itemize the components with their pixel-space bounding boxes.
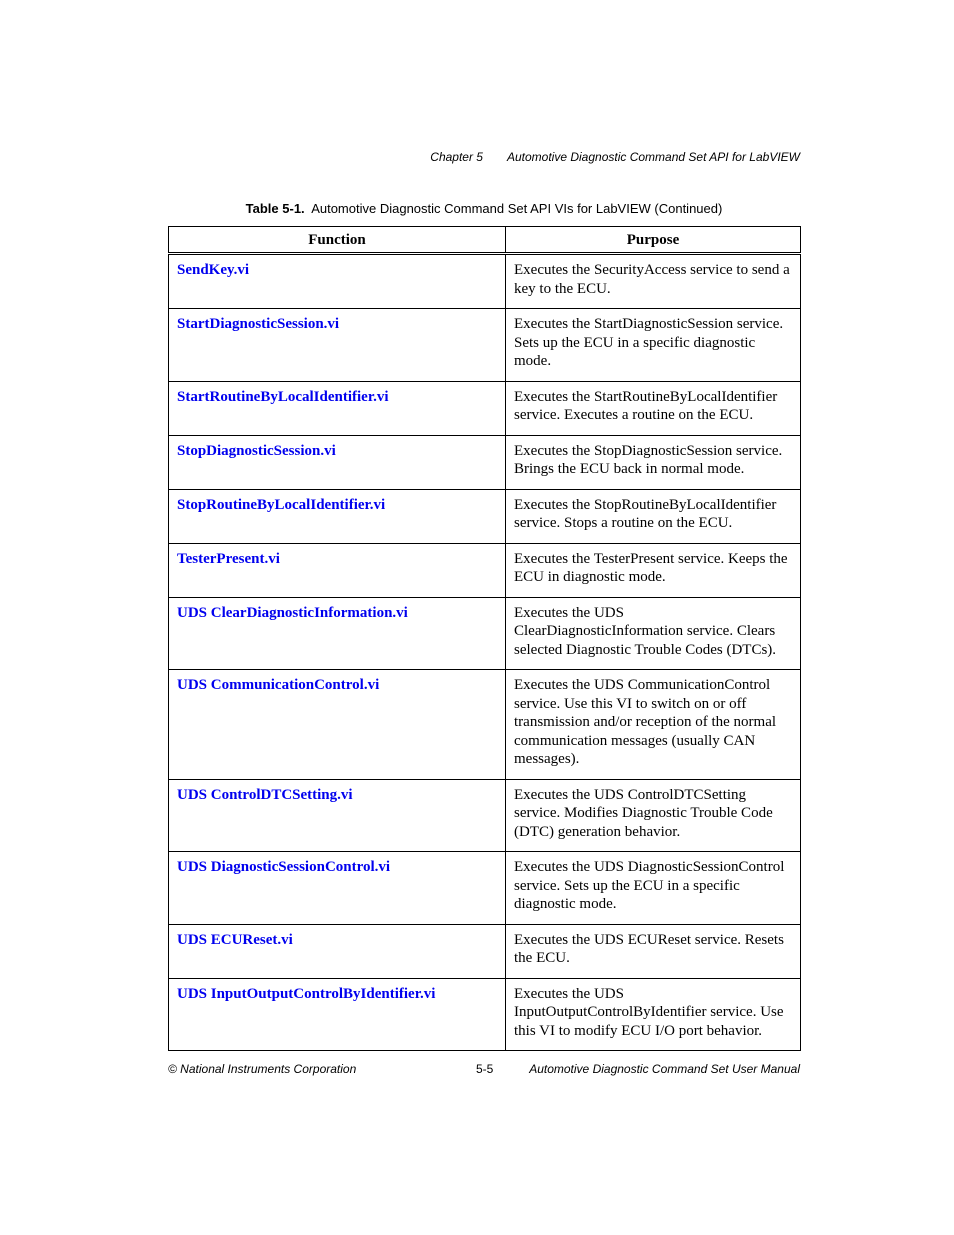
- function-cell: [169, 489, 506, 543]
- manual-title: Automotive Diagnostic Command Set User Manual: [529, 1062, 800, 1076]
- function-link[interactable]: UDS InputOutputControlByIdentifier.vi: [177, 985, 436, 1002]
- purpose-cell: Executes the StartDiagnosticSession service. Sets up the ECU in a specific diagnostic mode.: [506, 309, 801, 382]
- table-number: Table 5-1.: [245, 201, 305, 216]
- purpose-cell: Executes the UDS ECUReset service. Resets the ECU.: [506, 924, 801, 978]
- purpose-cell: Executes the UDS CommunicationControl service. Use this VI to switch on or off transmission and/or reception of the normal communication messages (usually CAN messages).: [506, 670, 801, 780]
- purpose-cell: Executes the StopDiagnosticSession service. Brings the ECU back in normal mode.: [506, 435, 801, 489]
- chapter-label: Chapter 5: [430, 150, 483, 164]
- column-header-purpose: Purpose: [506, 227, 801, 254]
- chapter-title: Automotive Diagnostic Command Set API for LabVIEW: [506, 150, 800, 164]
- table-title: Automotive Diagnostic Command Set API VIs for LabVIEW (Continued): [311, 201, 723, 216]
- function-link[interactable]: SendKey.vi: [177, 262, 250, 278]
- table-row: [169, 381, 801, 435]
- column-header-function: Function: [169, 227, 506, 254]
- function-cell: [169, 543, 506, 597]
- function-cell: [169, 978, 506, 1051]
- function-cell: [169, 924, 506, 978]
- function-link[interactable]: StopDiagnosticSession.vi: [177, 442, 336, 459]
- table-row: [169, 543, 801, 597]
- table-row: [169, 978, 801, 1051]
- function-link[interactable]: UDS DiagnosticSessionControl.vi: [177, 859, 391, 875]
- purpose-cell: Executes the StartRoutineByLocalIdentifier service. Executes a routine on the ECU.: [506, 381, 801, 435]
- function-cell: [169, 381, 506, 435]
- purpose-cell: Executes the UDS InputOutputControlByIdentifier service. Use this VI to modify ECU I/O port behavior.: [506, 978, 801, 1051]
- function-cell: [169, 779, 506, 852]
- function-cell: [169, 435, 506, 489]
- function-link[interactable]: UDS CommunicationControl.vi: [177, 677, 380, 693]
- page-number: 5-5: [476, 1062, 494, 1076]
- purpose-cell: Executes the StopRoutineByLocalIdentifier service. Stops a routine on the ECU.: [506, 489, 801, 543]
- table-row: [169, 597, 801, 670]
- function-cell: [169, 309, 506, 382]
- table-row: [169, 924, 801, 978]
- purpose-cell: Executes the SecurityAccess service to send a key to the ECU.: [506, 254, 801, 309]
- purpose-cell: Executes the UDS ClearDiagnosticInformation service. Clears selected Diagnostic Trouble Codes (DTCs).: [506, 597, 801, 670]
- function-link[interactable]: UDS ControlDTCSetting.vi: [177, 786, 353, 803]
- function-link[interactable]: StartRoutineByLocalIdentifier.vi: [177, 388, 389, 405]
- purpose-cell: Executes the UDS ControlDTCSetting service. Modifies Diagnostic Trouble Code (DTC) generation behavior.: [506, 779, 801, 852]
- table-caption: [168, 201, 800, 216]
- table-row: [169, 670, 801, 780]
- table-row: [169, 852, 801, 925]
- table-row: [169, 309, 801, 382]
- purpose-cell: Executes the UDS DiagnosticSessionControl service. Sets up the ECU in a specific diagnostic mode.: [506, 852, 801, 925]
- table-row: [169, 779, 801, 852]
- purpose-cell: Executes the TesterPresent service. Keeps the ECU in diagnostic mode.: [506, 543, 801, 597]
- function-cell: [169, 254, 506, 309]
- table-row: [169, 435, 801, 489]
- function-link[interactable]: UDS ClearDiagnosticInformation.vi: [177, 604, 408, 621]
- function-link[interactable]: StartDiagnosticSession.vi: [177, 316, 340, 332]
- page-header: [430, 150, 800, 164]
- copyright-text: © National Instruments Corporation: [168, 1062, 357, 1076]
- function-link[interactable]: UDS ECUReset.vi: [177, 931, 293, 948]
- function-link[interactable]: StopRoutineByLocalIdentifier.vi: [177, 496, 386, 513]
- function-link[interactable]: TesterPresent.vi: [177, 550, 280, 567]
- table-row: [169, 489, 801, 543]
- page-footer: [168, 1062, 800, 1078]
- function-cell: [169, 852, 506, 925]
- function-cell: [169, 597, 506, 670]
- table-header-row: [169, 227, 801, 254]
- table-row: [169, 254, 801, 309]
- vi-table: [168, 226, 801, 1051]
- function-cell: [169, 670, 506, 780]
